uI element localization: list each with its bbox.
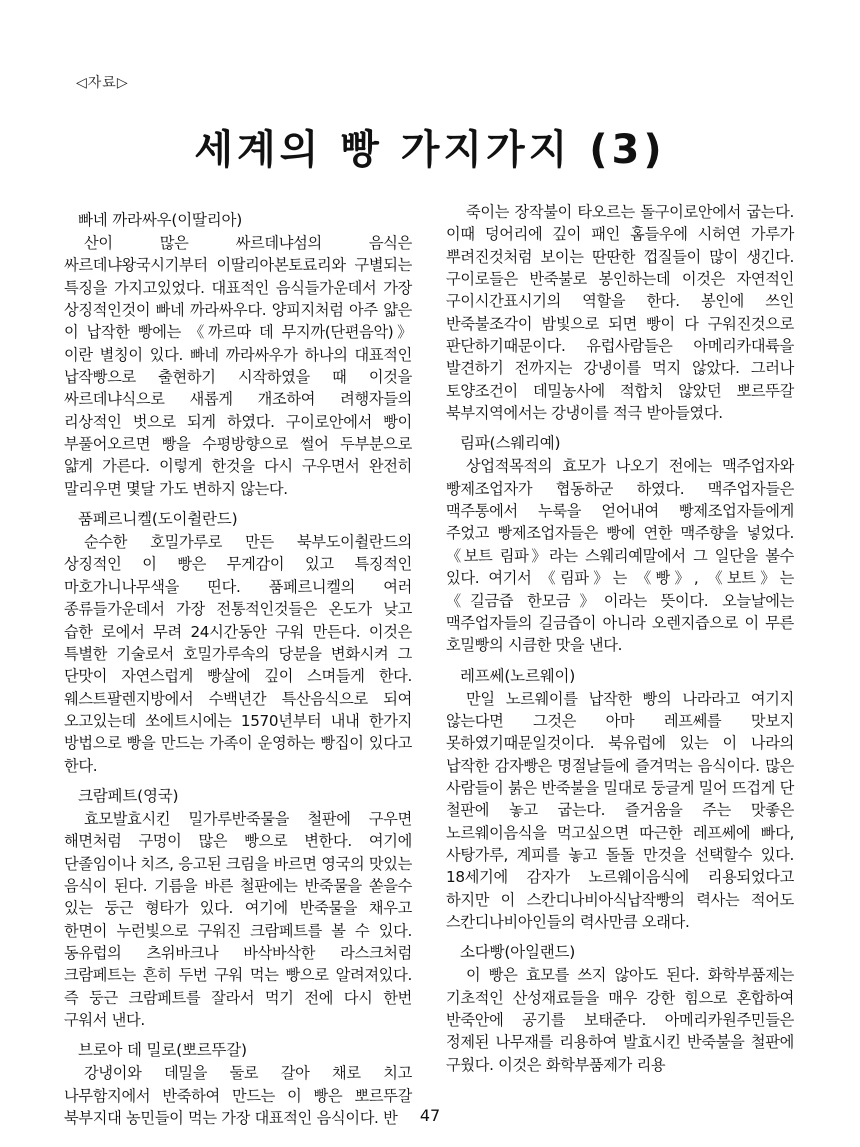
section-heading: 림파(스웨리예) [460,434,561,453]
section-paragraph: 효모발효시킨 밀가루반죽물을 철판에 구우면 해면처럼 구멍이 많은 빵으로 변한다. 여기에 단졸임이나 치즈, 응고된 크림을 바르면 영국의 맛있는 음식이 된다. 기름을 바른 철판에는 반죽물을 쏟을수 있는 둥근 형타가 있다. 여기에 반죽물을 채우고 한면이 누런빛으로 구워진 크람페트를 볼 수 있다. 동유럽의 츠위바크나 바삭바삭한 라스크처럼 크람페트는 흔히 두번 구워 먹는 빵으로 알려져있다. 즉 둥근 크람페트를 잘라서 먹기 전에 다시 한번 구워서 낸다. [64,809,412,1029]
section-paragraph: 강냉이와 데밀을 둘로 갈아 채로 치고 나무함지에서 반죽하여 만드는 이 빵은 뽀르뚜갈 북부지대 농민들이 먹는 가장 대표적인 음식이다. 반 [64,1064,412,1128]
section-paragraph: 만일 노르웨이를 납작한 빵의 나라라고 여기지 않는다면 그것은 아마 레프쎄를 맛보지 못하였기때문일것이다. 북유럽에 있는 이 나라의 납작한 감자빵은 명절날들에 즐겨먹는 음식이다. 많은 사람들이 붉은 반죽불을 밀대로 둥글게 밀어 뜨겁게 단 철판에 놓고 굽는다. 즐거움을 주는 맛좋은 노르웨이음식을 먹고싶으면 따근한 레프쎄에 빠다, 사탕가루, 계피를 놓고 돌돌 만것을 선택할수 있다. 18세기에 감자가 노르웨이음식에 리용되었다고 하지만 이 스칸디나비아식납작빵의 력사는 적어도 스칸디나비아인들의 력사만큼 오래다. [446,689,794,931]
section-heading: 소다빵(아일랜드) [460,943,576,962]
section-paragraph: 순수한 호밀가루로 만든 북부도이췰란드의 상징적인 이 빵은 무게감이 있고 특징적인 마호가니나무색을 띤다. 품페르니켈의 여러 종류들가운데서 가장 전통적인것들은 온도가 낮고 습한 로에서 무려 24시간동안 구워 만든다. 이것은 특별한 기술로서 호밀가루속의 당분을 변화시켜 그 단맛이 자연스럽게 빵살에 깊이 스며들게 한다. 웨스트팔렌지방에서 수백년간 특산음식으로 되여 오고있는데 쏘에트시에는 1570년부터 내내 한가지 방법으로 빵을 만드는 가족이 운영하는 빵집이 있다고 한다. [64,533,412,775]
section-heading: 품페르니켈(도이췰란드) [78,510,238,529]
article-section [64,784,412,1031]
section-paragraph: 산이 많은 싸르데냐섬의 음식은 싸르데냐왕국시기부터 이딸리아본토료리와 구별되는 특징을 가지고있었다. 대표적인 음식들가운데서 가장 상징적인것이 빠네 까라싸우다. 양피지처럼 아주 얇은 이 납작한 빵에는 《까르따 데 무지까(단편음악)》이란 별칭이 있다. 빠네 까라싸우가 하나의 대표적인 납작빵으로 출현하기 시작하였을 때 이것을 싸르데냐식으로 새롭게 개조하여 려행자들의 리상적인 벗으로 되게 하였다. 구이로안에서 빵이 부풀어오르면 빵을 수평방향으로 썰어 두부분으로 얇게 가른다. 이렇게 한것을 다시 구우면서 완전히 말리우면 몇달 가도 변하지 않는다. [64,234,412,498]
page-number: 47 [419,1106,441,1125]
article-section [446,431,794,656]
section-heading: 브로아 데 밀로(뽀르뚜갈) [78,1041,247,1060]
section-paragraph: 이 빵은 효모를 쓰지 않아도 된다. 화학부품제는 기초적인 산성재료들을 매우 강한 힘으로 혼합하여 반죽안에 공기를 보태준다. 아메리카원주민들은 정제된 나무재를 리용하여 발효시킨 반죽불을 철판에 구웠다. 이것은 화학부품제가 리용 [446,966,794,1074]
column-right [446,201,794,1079]
column-left [64,201,412,1132]
article-section [446,664,794,934]
article-section [446,940,794,1076]
article-section [64,208,412,500]
section-paragraph: 상업적목적의 효모가 나오기 전에는 맥주업자와 빵제조업자가 협동하군 하였다. 맥주업자들은 맥주통에서 누룩을 얻어내여 빵제조업자들에게 주었고 빵제조업자들은 빵에 연한 맥주향을 넣었다. 《보트 림파》라는 스웨리예말에서 그 일단을 볼수 있다. 여기서 《림파》는 《빵》, 《보트》는 《길금즙 한모금》이라는 뜻이다. 오늘날에는 맥주업자들의 길금즙이 아니라 오렌지즙으로 이 무른 호밀빵의 시큼한 맛을 낸다. [446,457,794,655]
section-paragraph-continued: 죽이는 장작불이 타오르는 돌구이로안에서 굽는다. 이때 덩어리에 깊이 패인 홈들우에 시허연 가루가 뿌려진것처럼 보이는 딴딴한 껍질들이 많이 생긴다. 구이로들은 반죽불로 봉인하는데 이것은 자연적인 구이시간표시기의 역할을 한다. 봉인에 쓰인 반죽불조각이 밤빛으로 되면 빵이 다 구워진것으로 판단하기때문이다. 유럽사람들은 아메리카대륙을 발견하기 전까지는 강냉이를 먹지 않았다. 그러나 토양조건이 데밀농사에 적합치 않았던 뽀르뚜갈 북부지역에서는 강냉이를 적극 받아들였다. [446,203,794,423]
two-column-body [64,201,796,1132]
page-title: 세계의 빵 가지가지 (3) [194,127,666,173]
article-section [446,201,794,424]
kicker-label: ◁자료▷ [76,75,129,91]
section-heading: 빠네 까라싸우(이딸리아) [78,211,243,229]
article-section [64,507,412,777]
section-heading: 크람페트(영국) [78,786,179,805]
section-heading: 레프쎄(노르웨이) [460,666,576,685]
